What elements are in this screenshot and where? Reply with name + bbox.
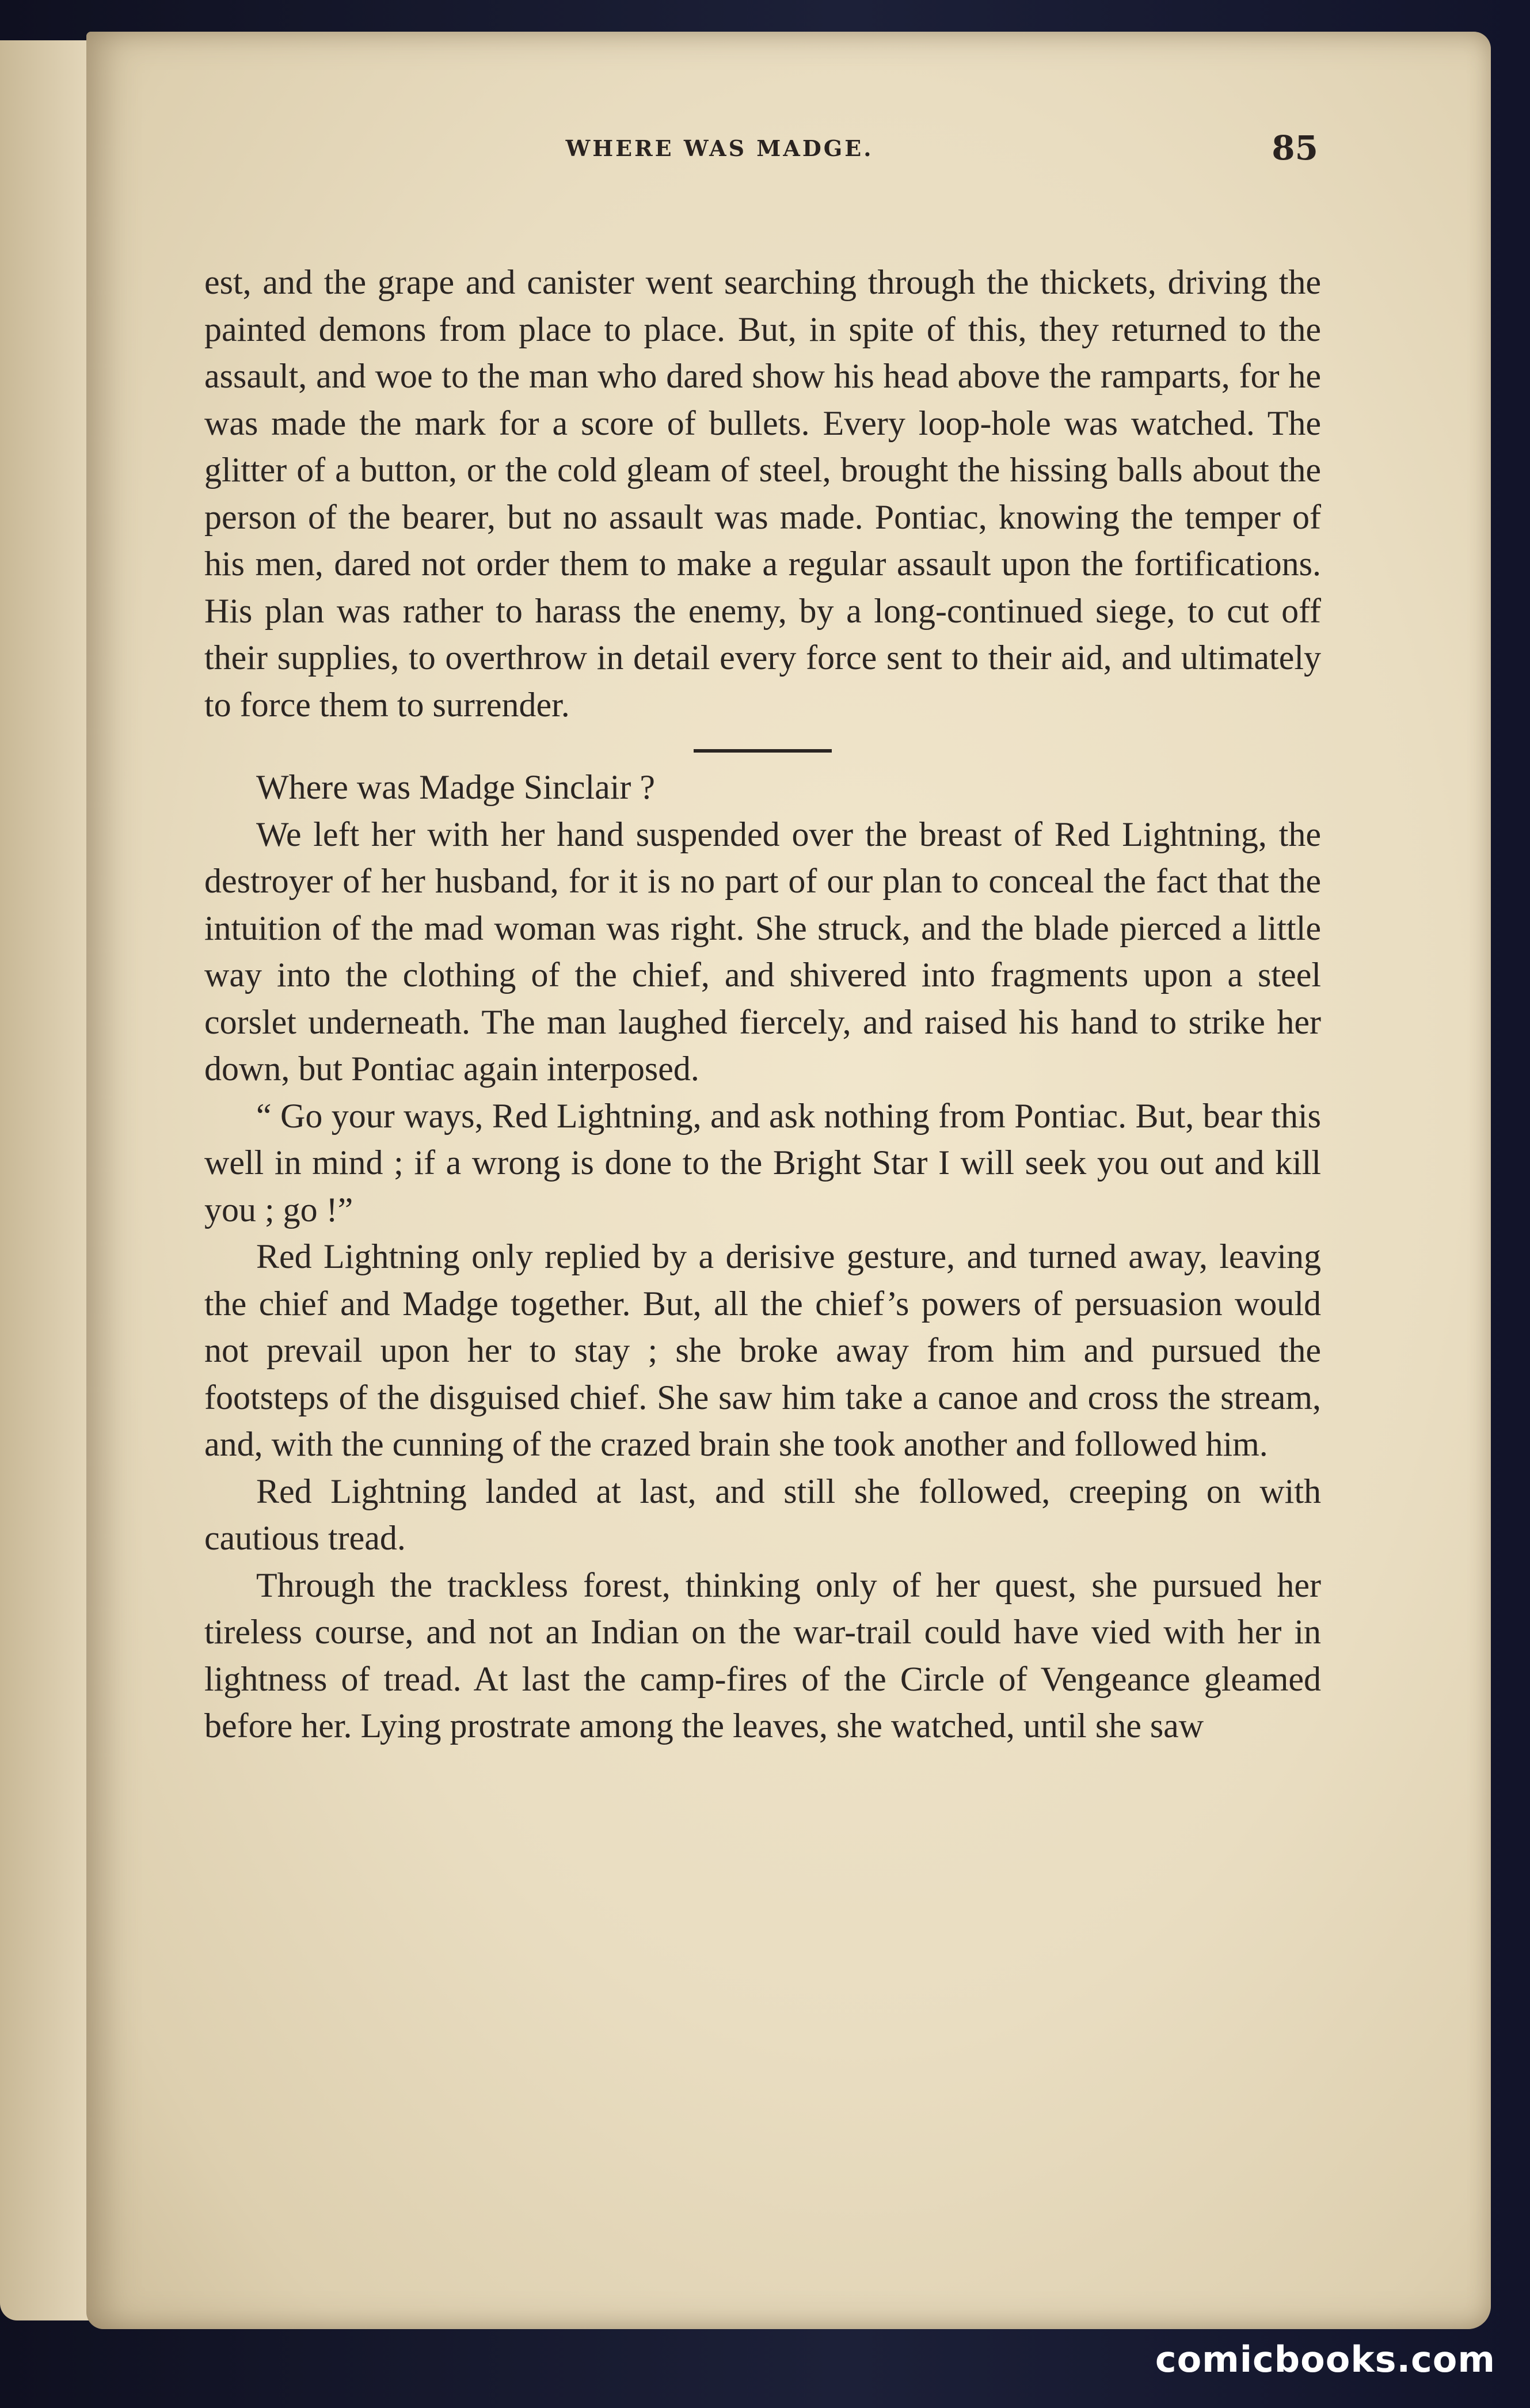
paragraph: “ Go your ways, Red Lightning, and ask nothing from Pontiac. But, bear this well in mind ; if a wrong is done to the Bright Star I will seek you out and kill you ; go !” <box>204 1096 1321 1229</box>
paragraph: est, and the grape and canister went searching through the thickets, driving the painted demons from place to place. But, in spite of this, they returned to the assault, and woe to the man who dared show his head above the ramparts, for he was made the mark for a score of bullets. Every loop-hole was watched. The glitter of a button, or the cold gleam of steel, brought the hissing balls about the person of the bearer, but no assault was made. Pontiac, knowing the temper of his men, dared not order them to make a regular assault upon the fortifications. His plan was rather to harass the enemy, by a long-continued siege, to cut off their supplies, to overthrow in detail every force sent to their aid, and ultimately to force them to surrender. <box>204 263 1321 724</box>
paragraph: We left her with her hand suspended over the breast of Red Lightning, the destroyer of her husband, for it is no part of our plan to conceal the fact that the intuition of the mad woman was right. She struck, and the blade pierced a little way into the clothing of the chief, and shivered into fragments upon a steel corslet underneath. The man laughed fiercely, and raised his hand to strike her down, but Pontiac again interposed. <box>204 815 1321 1088</box>
running-head: WHERE WAS MADGE. <box>565 135 874 161</box>
section-divider <box>694 749 832 753</box>
paragraph: Where was Madge Sinclair ? <box>256 768 656 806</box>
page-header <box>121 128 1318 181</box>
body-text <box>204 259 1321 1750</box>
page-number: 85 <box>1272 128 1318 168</box>
paragraph: Red Lightning landed at last, and still she followed, creeping on with cautious tread. <box>204 1472 1321 1557</box>
site-watermark: comicbooks.com <box>1155 2338 1495 2380</box>
paragraph: Red Lightning only replied by a derisive gesture, and turned away, leaving the chief and Madge together. But, all the chief’s powers of persuasion would not prevail upon her to stay ; she broke away from him and pursued the footsteps of the disguised chief. She saw him take a canoe and cross the stream, and, with the cunning of the crazed brain she took another and followed him. <box>204 1237 1321 1463</box>
paragraph: Through the trackless forest, thinking only of her quest, she pursued her tireless course, and not an Indian on the war-trail could have vied with her in lightness of tread. At last the camp-fires of the Circle of Vengeance gleamed before her. Lying prostrate among the leaves, she watched, until she saw <box>204 1566 1321 1745</box>
